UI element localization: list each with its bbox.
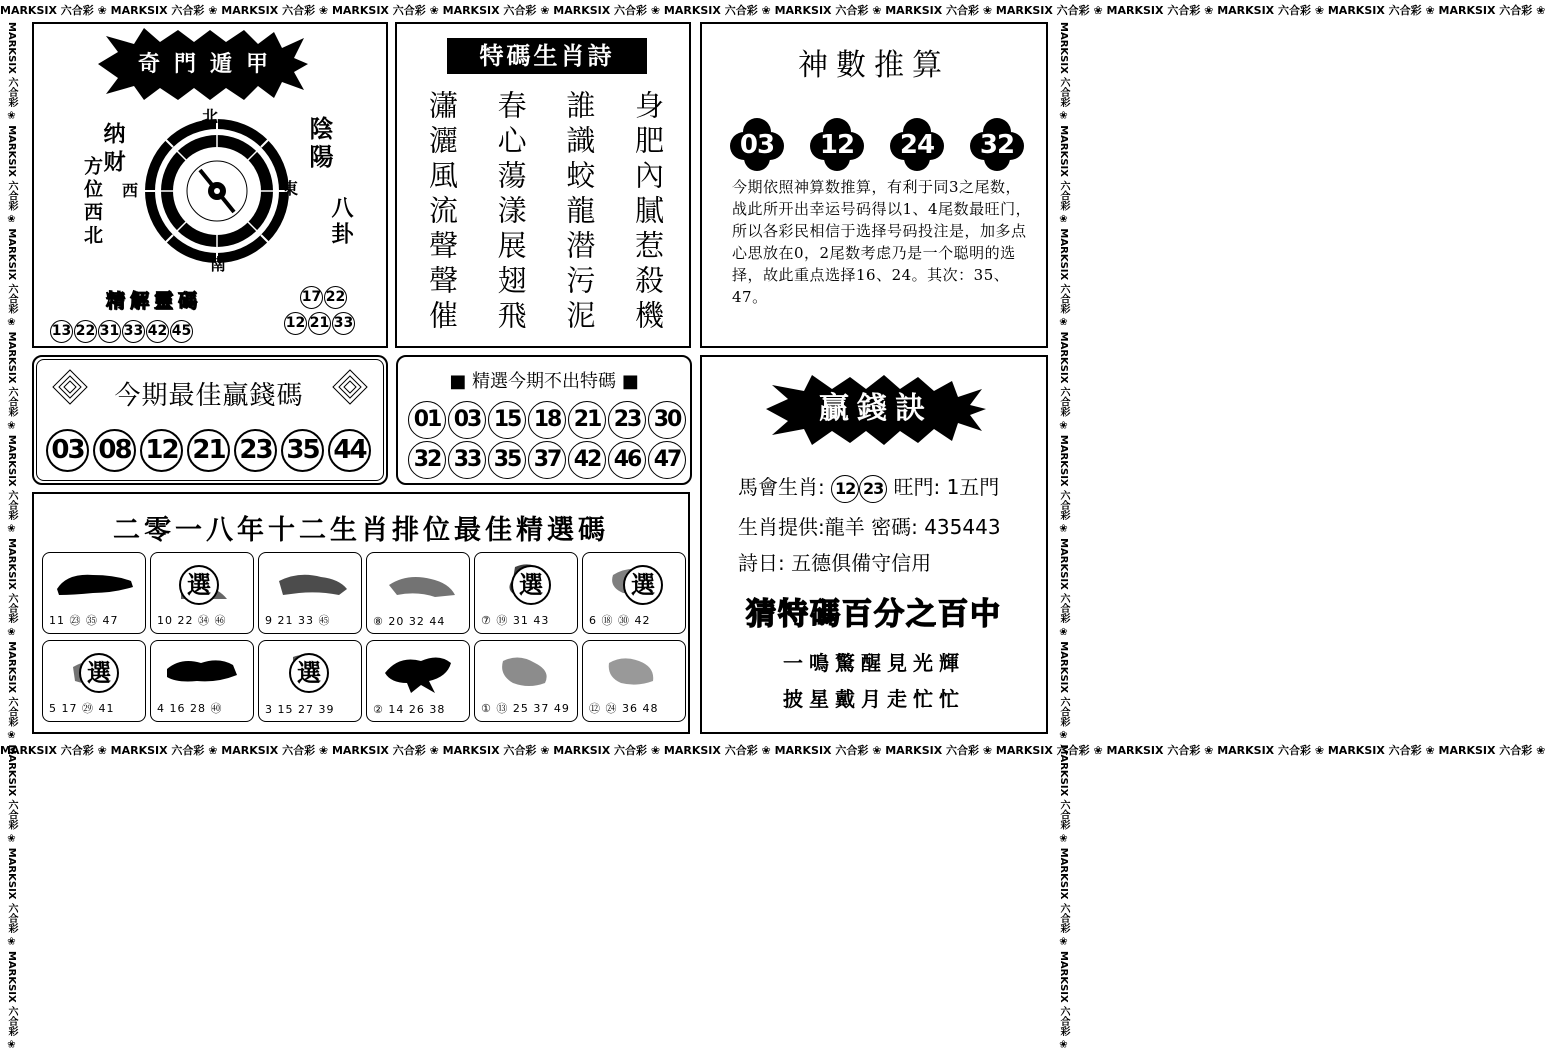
- number-ball: 33: [122, 320, 145, 343]
- zodiac-cell-rooster: [474, 640, 578, 722]
- number-ball: 17: [300, 286, 323, 309]
- number-ball: 03: [46, 429, 89, 472]
- number-ball: 22: [74, 320, 97, 343]
- zodiac-numbers: ① ⑬ 25 37 49: [481, 702, 570, 715]
- right-border-strip: MARKSIX 六合彩 ❀ MARKSIX 六合彩 ❀ MARKSIX 六合彩 ❀ MARKSIX 六合彩 ❀ MARKSIX 六合彩 ❀ MARKSIX 六合彩 ❀ MARKSIX 六合彩 ❀ MARKSIX 六合彩 ❀ MARKSIX 六合彩 ❀ MARKSIX 六合彩 ❀: [1058, 22, 1069, 1051]
- number-ball: 33: [448, 441, 486, 479]
- number-ball: 30: [648, 401, 686, 439]
- winning-title-burst: [766, 373, 986, 445]
- top-border-strip: MARKSIX 六合彩 ❀ MARKSIX 六合彩 ❀ MARKSIX 六合彩 ❀ MARKSIX 六合彩 ❀ MARKSIX 六合彩 ❀ MARKSIX 六合彩 ❀ MARKSIX 六合彩 ❀ MARKSIX 六合彩 ❀ MARKSIX 六合彩 ❀ MARKSIX 六合彩 ❀ MARKSIX 六合彩 ❀ MARKSIX 六合彩 ❀ MARKSIX 六合彩 ❀ MARKSIX 六合彩 ❀: [0, 4, 1545, 17]
- poem-column: 誰識蛟龍潜污泥: [562, 90, 597, 335]
- zodiac-grid: [42, 552, 686, 722]
- horse-icon: [161, 647, 245, 695]
- slogan-1: 一鳴驚醒見光輝: [783, 651, 965, 675]
- zodiac-numbers: 11 ㉓ ㉟ 47: [49, 614, 119, 627]
- zodiac-provide-line: 生肖提供:龍羊 密碼: 435443: [738, 515, 1001, 539]
- number-ball: 21: [568, 401, 606, 439]
- number-ball: 46: [608, 441, 646, 479]
- clover-number-text: 32: [979, 130, 1015, 160]
- number-ball: 35: [488, 441, 526, 479]
- side-numbers-row1: [300, 286, 347, 309]
- bottom-border-strip: MARKSIX 六合彩 ❀ MARKSIX 六合彩 ❀ MARKSIX 六合彩 ❀ MARKSIX 六合彩 ❀ MARKSIX 六合彩 ❀ MARKSIX 六合彩 ❀ MARKSIX 六合彩 ❀ MARKSIX 六合彩 ❀ MARKSIX 六合彩 ❀ MARKSIX 六合彩 ❀ MARKSIX 六合彩 ❀ MARKSIX 六合彩 ❀ MARKSIX 六合彩 ❀ MARKSIX 六合彩 ❀: [0, 744, 1545, 757]
- guess-special-banner: 猜特碼百分之百中: [746, 597, 1002, 632]
- bagua-label: 八卦: [328, 196, 354, 248]
- number-ball: 12: [140, 429, 183, 472]
- excluded-numbers-panel: [396, 355, 692, 485]
- poem-column: 春心蕩漾展翅飛: [493, 90, 528, 335]
- zodiac-numbers: 9 21 33 ㊺: [265, 614, 331, 627]
- number-ball: 32: [408, 441, 446, 479]
- dir-west: 西: [122, 181, 139, 200]
- number-ball: 13: [50, 320, 73, 343]
- zodiac-numbers: ⑫ ㉔ 36 48: [589, 702, 659, 715]
- zodiac-numbers: 3 15 27 39: [265, 703, 335, 716]
- number-ball: 01: [408, 401, 446, 439]
- zodiac-numbers: 4 16 28 ㊵: [157, 702, 223, 715]
- excluded-title: 精選今期不出特碼: [472, 371, 616, 392]
- number-ball: 03: [448, 401, 486, 439]
- number-ball: 23: [859, 475, 887, 503]
- zodiac-numbers: ② 14 26 38: [373, 703, 446, 716]
- number-ball: 35: [281, 429, 324, 472]
- tiger-icon: [377, 559, 461, 607]
- zodiac-cell-dog: [582, 640, 686, 722]
- qimen-panel: [32, 22, 388, 348]
- zodiac-cell-ox: [258, 552, 362, 634]
- selected-badge: 選: [623, 565, 663, 605]
- number-ball: 23: [234, 429, 277, 472]
- clover-number-text: 12: [819, 130, 855, 160]
- selected-badge: 選: [79, 653, 119, 693]
- number-ball: 12: [284, 312, 307, 335]
- selected-badge: 選: [179, 565, 219, 605]
- horse-club-label: 馬會生肖:: [738, 475, 825, 499]
- clover-number-text: 24: [899, 130, 935, 160]
- number-ball: 33: [332, 312, 355, 335]
- zodiac-cell-snake: [42, 640, 146, 722]
- number-ball: 47: [648, 441, 686, 479]
- zodiac-cell-goat: [258, 640, 362, 722]
- zodiac-numbers: 5 17 ㉙ 41: [49, 702, 115, 715]
- zodiac-cell-dragon: [582, 552, 686, 634]
- zodiac-cell-rabbit: [474, 552, 578, 634]
- clover-number: [890, 118, 944, 172]
- divine-numbers-panel: [700, 22, 1048, 348]
- square-bullet-icon: ■: [621, 371, 639, 392]
- number-ball: 12: [831, 475, 859, 503]
- divine-numbers-title: 神數推算: [798, 48, 950, 83]
- winning-title: 贏錢訣: [819, 391, 933, 426]
- zodiac-cell-rat: [150, 552, 254, 634]
- zodiac-cell-horse: [150, 640, 254, 722]
- square-bullet-icon: ■: [449, 371, 467, 392]
- zodiac-cell-tiger: [366, 552, 470, 634]
- poem-line: 詩日: 五德俱備守信用: [738, 551, 932, 575]
- winning-tips-panel: [700, 355, 1048, 734]
- number-ball: 42: [146, 320, 169, 343]
- zodiac-title: 二零一八年十二生肖排位最佳精選碼: [113, 515, 609, 546]
- number-ball: 21: [308, 312, 331, 335]
- qimen-title-burst: [98, 28, 308, 100]
- poem-title: 特碼生肖詩: [447, 38, 647, 74]
- best-numbers-row: [46, 429, 371, 472]
- number-ball: 42: [568, 441, 606, 479]
- ox-icon: [269, 559, 353, 607]
- best-numbers-title: 今期最佳贏錢碼: [114, 381, 304, 411]
- dir-south: 南: [210, 255, 227, 274]
- number-ball: 31: [98, 320, 121, 343]
- left-border-strip: MARKSIX 六合彩 ❀ MARKSIX 六合彩 ❀ MARKSIX 六合彩 ❀ MARKSIX 六合彩 ❀ MARKSIX 六合彩 ❀ MARKSIX 六合彩 ❀ MARKSIX 六合彩 ❀ MARKSIX 六合彩 ❀ MARKSIX 六合彩 ❀ MARKSIX 六合彩 ❀: [6, 22, 17, 1051]
- number-ball: 15: [488, 401, 526, 439]
- clover-number-text: 03: [739, 130, 775, 160]
- poem-column: 身肥內膩惹殺機: [630, 90, 665, 335]
- number-ball: 45: [170, 320, 193, 343]
- monkey-icon: [377, 647, 461, 695]
- dir-north: 北: [202, 107, 219, 126]
- selected-badge: 選: [289, 653, 329, 693]
- poem-body: [425, 90, 665, 340]
- horse-club-line: [738, 471, 999, 503]
- zodiac-cell-pig: [42, 552, 146, 634]
- zodiac-numbers: ⑦ ⑲ 31 43: [481, 614, 550, 627]
- compass-wheel-icon: [142, 116, 292, 266]
- zodiac-numbers: ⑧ 20 32 44: [373, 615, 446, 628]
- direction-northwest-label: 方位西北: [81, 156, 103, 248]
- slogan-2: 披星戴月走忙忙: [783, 687, 965, 711]
- nacai-label: 纳财: [100, 122, 126, 178]
- number-ball: 21: [187, 429, 230, 472]
- best-numbers-panel: [32, 355, 388, 485]
- selected-badge: 選: [511, 565, 551, 605]
- number-ball: 18: [528, 401, 566, 439]
- lucky-gate-text: 旺門: 1五門: [893, 475, 1000, 499]
- poem-panel: [395, 22, 691, 348]
- number-ball: 37: [528, 441, 566, 479]
- zodiac-cell-monkey: [366, 640, 470, 722]
- zodiac-numbers: 6 ⑱ ㉚ 42: [589, 614, 651, 627]
- poem-column: 瀟灑風流聲聲催: [425, 90, 459, 335]
- rooster-icon: [485, 647, 569, 695]
- excluded-row1: [408, 401, 686, 439]
- excluded-title-row: [398, 367, 690, 393]
- clover-number: [730, 118, 784, 172]
- yinyang-label: 陰陽: [305, 116, 334, 172]
- clover-number: [970, 118, 1024, 172]
- divine-description: 今期依照神算数推算，有利于同3之尾数，战此所开出幸运号码得以1、4尾数最旺门，所以各彩民相信于选择号码投注是，加多点心思放在0，2尾数考虑乃是一个聪明的选择，故此重点选择16、24。其次：35、47。: [732, 178, 1032, 306]
- zodiac-numbers: 10 22 ㉞ ㊻: [157, 614, 227, 627]
- jiema-numbers: [50, 320, 193, 343]
- dog-icon: [593, 647, 677, 695]
- excluded-row2: [408, 441, 686, 479]
- zodiac-panel: [32, 492, 690, 734]
- pig-icon: [53, 559, 137, 607]
- number-ball: 23: [608, 401, 646, 439]
- number-ball: 08: [93, 429, 136, 472]
- jiema-label: 精解靈碼: [106, 290, 203, 312]
- number-ball: 22: [324, 286, 347, 309]
- dir-east: 東: [282, 179, 299, 198]
- side-numbers-row2: [284, 312, 355, 335]
- qimen-title: 奇門遁甲: [137, 51, 282, 77]
- clover-number: [810, 118, 864, 172]
- number-ball: 44: [328, 429, 371, 472]
